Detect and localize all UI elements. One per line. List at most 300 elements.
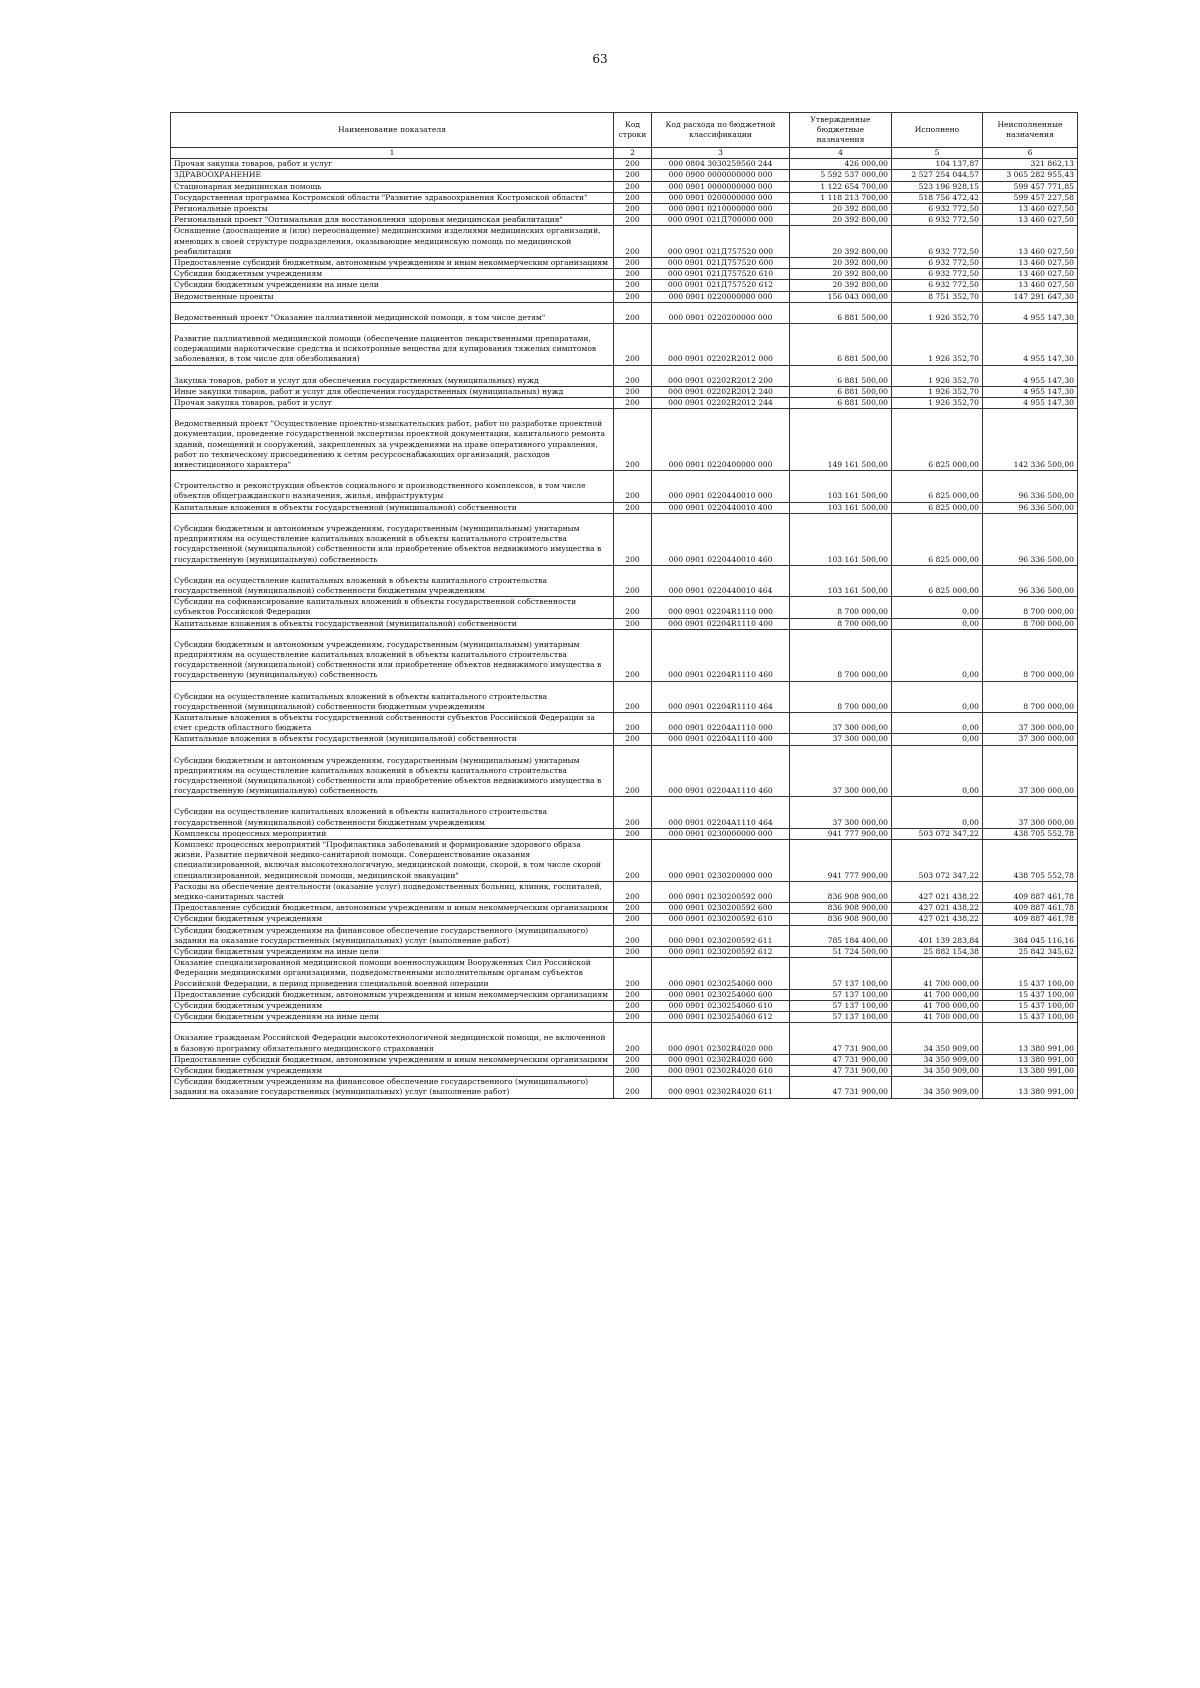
table-row — [171, 181, 1078, 192]
row-approved: 149 161 500,00 — [790, 409, 892, 471]
row-name: Капитальные вложения в объекты государственной (муниципальной) собственности — [171, 618, 614, 629]
row-executed: 6 825 000,00 — [892, 565, 983, 596]
row-name: Комплекс процессных мероприятий "Профилактика заболеваний и формирование здорового образа жизни. Развитие первичной медико-санитарной помощи. Совершенствование оказания специализированной, включая высокотехнологичную, медицинской помощи, скорой, в том числе скорой специализированной, медицинской помощи, медицинской эвакуации" — [171, 839, 614, 881]
row-executed: 0,00 — [892, 712, 983, 733]
row-executed: 503 072 347,22 — [892, 839, 983, 881]
row-code: 200 — [614, 398, 652, 409]
row-expense-code: 000 0901 02204A1110 460 — [652, 745, 790, 797]
row-unexecuted: 4 955 147,30 — [983, 386, 1078, 397]
budget-execution-table — [170, 112, 1078, 1099]
row-code: 200 — [614, 1023, 652, 1054]
row-expense-code: 000 0901 02302R4020 600 — [652, 1054, 790, 1065]
table-row — [171, 170, 1078, 181]
row-expense-code: 000 0901 021Д700000 000 — [652, 215, 790, 226]
row-code: 200 — [614, 881, 652, 902]
row-approved: 103 161 500,00 — [790, 513, 892, 565]
row-expense-code: 000 0901 0220000000 000 — [652, 291, 790, 302]
row-name: Иные закупки товаров, работ и услуг для обеспечения государственных (муниципальных) нужд — [171, 386, 614, 397]
row-unexecuted: 37 300 000,00 — [983, 734, 1078, 745]
table-row — [171, 513, 1078, 565]
row-expense-code: 000 0901 0230200592 000 — [652, 881, 790, 902]
row-executed: 41 700 000,00 — [892, 989, 983, 1000]
row-executed: 8 751 352,70 — [892, 291, 983, 302]
header-expense-code: Код расхода по бюджетной классификации — [652, 113, 790, 148]
row-expense-code: 000 0901 0230254060 612 — [652, 1012, 790, 1023]
table-row — [171, 629, 1078, 681]
table-row — [171, 1054, 1078, 1065]
row-expense-code: 000 0900 0000000000 000 — [652, 170, 790, 181]
table-row — [171, 258, 1078, 269]
row-executed: 0,00 — [892, 734, 983, 745]
row-expense-code: 000 0901 0230254060 000 — [652, 958, 790, 990]
row-executed: 1 926 352,70 — [892, 302, 983, 323]
row-approved: 47 731 900,00 — [790, 1066, 892, 1077]
row-approved: 5 592 537 000,00 — [790, 170, 892, 181]
row-approved: 8 700 000,00 — [790, 629, 892, 681]
table-row — [171, 159, 1078, 170]
row-unexecuted: 4 955 147,30 — [983, 324, 1078, 366]
row-approved: 103 161 500,00 — [790, 471, 892, 502]
row-code: 200 — [614, 947, 652, 958]
row-name: Субсидии бюджетным учреждениям — [171, 1066, 614, 1077]
row-executed: 523 196 928,15 — [892, 181, 983, 192]
row-approved: 6 881 500,00 — [790, 398, 892, 409]
row-executed: 41 700 000,00 — [892, 958, 983, 990]
row-code: 200 — [614, 618, 652, 629]
row-approved: 6 881 500,00 — [790, 324, 892, 366]
row-unexecuted: 4 955 147,30 — [983, 398, 1078, 409]
row-code: 200 — [614, 797, 652, 828]
row-unexecuted: 599 457 227,58 — [983, 192, 1078, 203]
table-row — [171, 925, 1078, 946]
column-number: 6 — [983, 148, 1078, 159]
row-executed: 0,00 — [892, 618, 983, 629]
row-unexecuted: 13 380 991,00 — [983, 1054, 1078, 1065]
row-approved: 156 043 000,00 — [790, 291, 892, 302]
table-row — [171, 989, 1078, 1000]
row-executed: 0,00 — [892, 681, 983, 712]
row-approved: 37 300 000,00 — [790, 797, 892, 828]
row-name: Стационарная медицинская помощь — [171, 181, 614, 192]
row-approved: 20 392 800,00 — [790, 269, 892, 280]
row-executed: 6 932 772,50 — [892, 226, 983, 258]
row-approved: 20 392 800,00 — [790, 280, 892, 291]
row-unexecuted: 13 460 027,50 — [983, 280, 1078, 291]
row-executed: 6 932 772,50 — [892, 215, 983, 226]
table-row — [171, 226, 1078, 258]
row-executed: 401 139 283,84 — [892, 925, 983, 946]
row-code: 200 — [614, 204, 652, 215]
row-expense-code: 000 0901 02202R2012 240 — [652, 386, 790, 397]
row-unexecuted: 3 065 282 955,43 — [983, 170, 1078, 181]
row-code: 200 — [614, 291, 652, 302]
row-approved: 57 137 100,00 — [790, 1001, 892, 1012]
row-expense-code: 000 0901 0230200592 610 — [652, 914, 790, 925]
row-unexecuted: 13 460 027,50 — [983, 204, 1078, 215]
row-unexecuted: 409 887 461,78 — [983, 903, 1078, 914]
row-name: Субсидии бюджетным учреждениям — [171, 269, 614, 280]
header-unexecuted: Неисполненные назначения — [983, 113, 1078, 148]
row-unexecuted: 13 460 027,50 — [983, 269, 1078, 280]
table-row — [171, 597, 1078, 618]
row-approved: 1 122 654 700,00 — [790, 181, 892, 192]
table-row — [171, 398, 1078, 409]
row-approved: 836 908 900,00 — [790, 903, 892, 914]
table-row — [171, 269, 1078, 280]
row-name: Оказание специализированной медицинской помощи военнослужащим Вооруженных Сил Российской Федерации медицинскими организациями, подведомственными исполнительным органам субъектов Российской Федерации, в период проведения специальной военной операции — [171, 958, 614, 990]
row-code: 200 — [614, 215, 652, 226]
row-unexecuted: 8 700 000,00 — [983, 618, 1078, 629]
row-executed: 104 137,87 — [892, 159, 983, 170]
row-executed: 1 926 352,70 — [892, 365, 983, 386]
row-expense-code: 000 0901 02302R4020 610 — [652, 1066, 790, 1077]
row-expense-code: 000 0901 0000000000 000 — [652, 181, 790, 192]
row-code: 200 — [614, 258, 652, 269]
row-approved: 836 908 900,00 — [790, 914, 892, 925]
row-expense-code: 000 0804 3030259560 244 — [652, 159, 790, 170]
row-code: 200 — [614, 269, 652, 280]
row-approved: 47 731 900,00 — [790, 1077, 892, 1098]
row-code: 200 — [614, 502, 652, 513]
row-unexecuted: 142 336 500,00 — [983, 409, 1078, 471]
row-expense-code: 000 0901 0200000000 000 — [652, 192, 790, 203]
table-row — [171, 958, 1078, 990]
row-executed: 34 350 909,00 — [892, 1066, 983, 1077]
row-code: 200 — [614, 226, 652, 258]
table-row — [171, 324, 1078, 366]
row-expense-code: 000 0901 02204A1110 464 — [652, 797, 790, 828]
row-unexecuted: 438 705 552,78 — [983, 839, 1078, 881]
row-name: Комплексы процессных мероприятий — [171, 828, 614, 839]
header-executed: Исполнено — [892, 113, 983, 148]
row-unexecuted: 8 700 000,00 — [983, 681, 1078, 712]
row-unexecuted: 37 300 000,00 — [983, 712, 1078, 733]
row-unexecuted: 15 437 100,00 — [983, 989, 1078, 1000]
row-name: Предоставление субсидий бюджетным, автономным учреждениям и иным некоммерческим организациям — [171, 258, 614, 269]
row-name: Субсидии на осуществление капитальных вложений в объекты капитального строительства государственной (муниципальной) собственности бюджетным учреждениям — [171, 681, 614, 712]
row-approved: 8 700 000,00 — [790, 681, 892, 712]
table-row — [171, 903, 1078, 914]
row-unexecuted: 599 457 771,85 — [983, 181, 1078, 192]
row-expense-code: 000 0901 02302R4020 611 — [652, 1077, 790, 1098]
row-expense-code: 000 0901 02204A1110 400 — [652, 734, 790, 745]
row-expense-code: 000 0901 0220400000 000 — [652, 409, 790, 471]
row-unexecuted: 25 842 345,62 — [983, 947, 1078, 958]
row-code: 200 — [614, 181, 652, 192]
table-row — [171, 734, 1078, 745]
row-approved: 941 777 900,00 — [790, 839, 892, 881]
table-row — [171, 302, 1078, 323]
column-number-row — [171, 148, 1078, 159]
row-code: 200 — [614, 192, 652, 203]
row-name: Капитальные вложения в объекты государственной (муниципальной) собственности — [171, 502, 614, 513]
table-row — [171, 797, 1078, 828]
row-name: Региональный проект "Оптимальная для восстановления здоровья медицинская реабилитация" — [171, 215, 614, 226]
row-unexecuted: 4 955 147,30 — [983, 365, 1078, 386]
row-code: 200 — [614, 1001, 652, 1012]
row-unexecuted: 37 300 000,00 — [983, 745, 1078, 797]
column-number: 5 — [892, 148, 983, 159]
row-name: Субсидии бюджетным учреждениям на финансовое обеспечение государственного (муниципального) задания на оказание государственных (муниципальных) услуг (выполнение работ) — [171, 1077, 614, 1098]
row-approved: 941 777 900,00 — [790, 828, 892, 839]
table-row — [171, 204, 1078, 215]
row-code: 200 — [614, 159, 652, 170]
row-approved: 6 881 500,00 — [790, 302, 892, 323]
row-name: Субсидии бюджетным учреждениям на иные цели — [171, 1012, 614, 1023]
row-code: 200 — [614, 565, 652, 596]
row-name: Ведомственный проект "Оказание паллиативной медицинской помощи, в том числе детям" — [171, 302, 614, 323]
column-number: 4 — [790, 148, 892, 159]
row-approved: 47 731 900,00 — [790, 1023, 892, 1054]
row-unexecuted: 4 955 147,30 — [983, 302, 1078, 323]
table-row — [171, 215, 1078, 226]
row-approved: 47 731 900,00 — [790, 1054, 892, 1065]
row-expense-code: 000 0901 0230200592 611 — [652, 925, 790, 946]
row-name: Государственная программа Костромской области "Развитие здравоохранения Костромской области" — [171, 192, 614, 203]
row-expense-code: 000 0901 02204R1110 460 — [652, 629, 790, 681]
row-name: Субсидии бюджетным учреждениям на финансовое обеспечение государственного (муниципального) задания на оказание государственных (муниципальных) услуг (выполнение работ) — [171, 925, 614, 946]
row-expense-code: 000 0901 0230200000 000 — [652, 839, 790, 881]
page-number: 63 — [592, 52, 608, 66]
table-row — [171, 1023, 1078, 1054]
table-row — [171, 1012, 1078, 1023]
row-unexecuted: 13 380 991,00 — [983, 1077, 1078, 1098]
row-name: Ведомственный проект "Осуществление проектно-изыскательских работ, работ по разработке проектной документации, проведение государственной экспертизы проектной документации, капитального ремонта зданий, помещений и сооружений, закрепленных за учреждениями на праве оперативного управления, работ по техническому присоединению к сетям ресурсоснабжающих организаций, расходов инвестиционного характера" — [171, 409, 614, 471]
row-name: Оснащение (дооснащение и (или) переоснащение) медицинскими изделиями медицинских организаций, имеющих в своей структуре подразделения, оказывающие медицинскую помощь по медицинской реабилитации — [171, 226, 614, 258]
row-code: 200 — [614, 989, 652, 1000]
row-expense-code: 000 0901 02202R2012 244 — [652, 398, 790, 409]
row-unexecuted: 96 336 500,00 — [983, 471, 1078, 502]
table-row — [171, 681, 1078, 712]
row-expense-code: 000 0901 0220440010 464 — [652, 565, 790, 596]
row-executed: 427 021 438,22 — [892, 914, 983, 925]
row-code: 200 — [614, 597, 652, 618]
row-name: Закупка товаров, работ и услуг для обеспечения государственных (муниципальных) нужд — [171, 365, 614, 386]
row-executed: 1 926 352,70 — [892, 398, 983, 409]
row-name: Субсидии на софинансирование капитальных вложений в объекты государственной собственности субъектов Российской Федерации — [171, 597, 614, 618]
row-approved: 785 184 400,00 — [790, 925, 892, 946]
row-expense-code: 000 0901 0230200592 612 — [652, 947, 790, 958]
header-indicator-name: Наименование показателя — [171, 113, 614, 148]
row-unexecuted: 384 045 116,16 — [983, 925, 1078, 946]
row-executed: 6 825 000,00 — [892, 513, 983, 565]
row-unexecuted: 13 460 027,50 — [983, 258, 1078, 269]
row-expense-code: 000 0901 0220440010 460 — [652, 513, 790, 565]
row-executed: 34 350 909,00 — [892, 1077, 983, 1098]
row-expense-code: 000 0901 021Д757520 600 — [652, 258, 790, 269]
row-name: Субсидии бюджетным учреждениям — [171, 1001, 614, 1012]
row-executed: 6 932 772,50 — [892, 280, 983, 291]
row-code: 200 — [614, 1054, 652, 1065]
row-executed: 0,00 — [892, 797, 983, 828]
row-name: Предоставление субсидий бюджетным, автономным учреждениям и иным некоммерческим организациям — [171, 989, 614, 1000]
row-executed: 34 350 909,00 — [892, 1023, 983, 1054]
row-approved: 103 161 500,00 — [790, 565, 892, 596]
row-code: 200 — [614, 839, 652, 881]
row-approved: 20 392 800,00 — [790, 204, 892, 215]
row-code: 200 — [614, 365, 652, 386]
row-name: Субсидии на осуществление капитальных вложений в объекты капитального строительства государственной (муниципальной) собственности бюджетным учреждениям — [171, 797, 614, 828]
row-executed: 0,00 — [892, 597, 983, 618]
row-code: 200 — [614, 629, 652, 681]
row-name: Строительство и реконструкция объектов социального и производственного комплексов, в том числе объектов общегражданского назначения, жилья, инфраструктуры — [171, 471, 614, 502]
row-code: 200 — [614, 386, 652, 397]
row-approved: 51 724 500,00 — [790, 947, 892, 958]
table-row — [171, 386, 1078, 397]
row-executed: 1 926 352,70 — [892, 386, 983, 397]
row-code: 200 — [614, 1012, 652, 1023]
row-executed: 427 021 438,22 — [892, 881, 983, 902]
row-approved: 426 000,00 — [790, 159, 892, 170]
row-unexecuted: 409 887 461,78 — [983, 914, 1078, 925]
row-name: Оказание гражданам Российской Федерации высокотехнологичной медицинской помощи, не включенной в базовую программу обязательного медицинского страхования — [171, 1023, 614, 1054]
row-name: Субсидии бюджетным учреждениям — [171, 914, 614, 925]
row-approved: 836 908 900,00 — [790, 881, 892, 902]
row-approved: 57 137 100,00 — [790, 989, 892, 1000]
table-row — [171, 365, 1078, 386]
column-number: 3 — [652, 148, 790, 159]
row-expense-code: 000 0901 021Д757520 000 — [652, 226, 790, 258]
row-name: Субсидии на осуществление капитальных вложений в объекты капитального строительства государственной (муниципальной) собственности бюджетным учреждениям — [171, 565, 614, 596]
row-executed: 25 882 154,38 — [892, 947, 983, 958]
row-name: Ведомственные проекты — [171, 291, 614, 302]
row-name: Субсидии бюджетным и автономным учреждениям, государственным (муниципальным) унитарным предприятиям на осуществление капитальных вложений в объекты капитального строительства государственной (муниципальной) собственности или приобретение объектов недвижимого имущества в государственную (муниципальную) собственность — [171, 513, 614, 565]
row-expense-code: 000 0901 0230200592 600 — [652, 903, 790, 914]
row-executed: 0,00 — [892, 629, 983, 681]
row-unexecuted: 15 437 100,00 — [983, 1012, 1078, 1023]
table-row — [171, 618, 1078, 629]
row-code: 200 — [614, 914, 652, 925]
row-code: 200 — [614, 958, 652, 990]
table-row — [171, 471, 1078, 502]
table-row — [171, 192, 1078, 203]
row-executed: 6 825 000,00 — [892, 471, 983, 502]
row-code: 200 — [614, 471, 652, 502]
row-expense-code: 000 0901 0220440010 000 — [652, 471, 790, 502]
table-row — [171, 291, 1078, 302]
row-code: 200 — [614, 712, 652, 733]
table-row — [171, 1077, 1078, 1098]
row-unexecuted: 13 460 027,50 — [983, 226, 1078, 258]
row-unexecuted: 8 700 000,00 — [983, 597, 1078, 618]
row-expense-code: 000 0901 0230254060 600 — [652, 989, 790, 1000]
row-executed: 34 350 909,00 — [892, 1054, 983, 1065]
table-row — [171, 881, 1078, 902]
row-expense-code: 000 0901 0230254060 610 — [652, 1001, 790, 1012]
row-executed: 41 700 000,00 — [892, 1012, 983, 1023]
row-approved: 57 137 100,00 — [790, 958, 892, 990]
row-unexecuted: 438 705 552,78 — [983, 828, 1078, 839]
row-approved: 20 392 800,00 — [790, 258, 892, 269]
row-approved: 57 137 100,00 — [790, 1012, 892, 1023]
row-name: Прочая закупка товаров, работ и услуг — [171, 159, 614, 170]
row-approved: 37 300 000,00 — [790, 712, 892, 733]
row-name: Предоставление субсидий бюджетным, автономным учреждениям и иным некоммерческим организациям — [171, 1054, 614, 1065]
row-approved: 20 392 800,00 — [790, 226, 892, 258]
table-row — [171, 1066, 1078, 1077]
row-code: 200 — [614, 925, 652, 946]
row-unexecuted: 15 437 100,00 — [983, 1001, 1078, 1012]
row-approved: 103 161 500,00 — [790, 502, 892, 513]
row-code: 200 — [614, 745, 652, 797]
row-approved: 8 700 000,00 — [790, 597, 892, 618]
row-code: 200 — [614, 409, 652, 471]
column-number: 1 — [171, 148, 614, 159]
row-expense-code: 000 0901 02202R2012 000 — [652, 324, 790, 366]
table-row — [171, 745, 1078, 797]
row-approved: 37 300 000,00 — [790, 745, 892, 797]
table-row — [171, 409, 1078, 471]
row-name: Субсидии бюджетным учреждениям на иные цели — [171, 947, 614, 958]
table-header-row — [171, 113, 1078, 148]
column-number: 2 — [614, 148, 652, 159]
row-unexecuted: 8 700 000,00 — [983, 629, 1078, 681]
row-unexecuted: 147 291 647,30 — [983, 291, 1078, 302]
table-body — [171, 159, 1078, 1098]
row-name: Прочая закупка товаров, работ и услуг — [171, 398, 614, 409]
table-row — [171, 947, 1078, 958]
row-approved: 1 118 213 700,00 — [790, 192, 892, 203]
row-expense-code: 000 0901 021Д757520 612 — [652, 280, 790, 291]
row-unexecuted: 15 437 100,00 — [983, 958, 1078, 990]
row-approved: 37 300 000,00 — [790, 734, 892, 745]
row-expense-code: 000 0901 02302R4020 000 — [652, 1023, 790, 1054]
row-code: 200 — [614, 734, 652, 745]
row-expense-code: 000 0901 02204R1110 000 — [652, 597, 790, 618]
row-code: 200 — [614, 170, 652, 181]
table-row — [171, 502, 1078, 513]
row-executed: 6 932 772,50 — [892, 258, 983, 269]
row-executed: 6 825 000,00 — [892, 409, 983, 471]
row-unexecuted: 321 862,13 — [983, 159, 1078, 170]
row-name: Развитие паллиативной медицинской помощи (обеспечение пациентов лекарственными препаратами, содержащими наркотические средства и психотропные вещества для купирования тяжелых симптомов заболевания, в том числе для обезболивания) — [171, 324, 614, 366]
row-code: 200 — [614, 1066, 652, 1077]
row-name: Капитальные вложения в объекты государственной собственности субъектов Российской Федерации за счет средств областного бюджета — [171, 712, 614, 733]
row-name: Субсидии бюджетным учреждениям на иные цели — [171, 280, 614, 291]
row-expense-code: 000 0901 02204R1110 400 — [652, 618, 790, 629]
row-name: Предоставление субсидий бюджетным, автономным учреждениям и иным некоммерческим организациям — [171, 903, 614, 914]
row-approved: 8 700 000,00 — [790, 618, 892, 629]
row-unexecuted: 96 336 500,00 — [983, 513, 1078, 565]
row-unexecuted: 13 380 991,00 — [983, 1066, 1078, 1077]
row-executed: 6 932 772,50 — [892, 204, 983, 215]
row-unexecuted: 37 300 000,00 — [983, 797, 1078, 828]
row-name: Расходы на обеспечение деятельности (оказание услуг) подведомственных больниц, клиник, госпиталей, медико-санитарных частей — [171, 881, 614, 902]
row-code: 200 — [614, 324, 652, 366]
row-executed: 427 021 438,22 — [892, 903, 983, 914]
row-unexecuted: 96 336 500,00 — [983, 502, 1078, 513]
row-approved: 6 881 500,00 — [790, 365, 892, 386]
table-row — [171, 1001, 1078, 1012]
row-expense-code: 000 0901 021Д757520 610 — [652, 269, 790, 280]
row-name: Региональные проекты — [171, 204, 614, 215]
row-expense-code: 000 0901 02202R2012 200 — [652, 365, 790, 386]
row-code: 200 — [614, 903, 652, 914]
row-executed: 2 527 254 044,57 — [892, 170, 983, 181]
row-name: Субсидии бюджетным и автономным учреждениям, государственным (муниципальным) унитарным предприятиям на осуществление капитальных вложений в объекты капитального строительства государственной (муниципальной) собственности или приобретение объектов недвижимого имущества в государственную (муниципальную) собственность — [171, 745, 614, 797]
row-expense-code: 000 0901 02204R1110 464 — [652, 681, 790, 712]
row-code: 200 — [614, 280, 652, 291]
row-unexecuted: 409 887 461,78 — [983, 881, 1078, 902]
row-code: 200 — [614, 828, 652, 839]
table-row — [171, 914, 1078, 925]
row-name: Субсидии бюджетным и автономным учреждениям, государственным (муниципальным) унитарным предприятиям на осуществление капитальных вложений в объекты капитального строительства государственной (муниципальной) собственности или приобретение объектов недвижимого имущества в государственную (муниципальную) собственность — [171, 629, 614, 681]
row-code: 200 — [614, 302, 652, 323]
row-unexecuted: 96 336 500,00 — [983, 565, 1078, 596]
table-row — [171, 712, 1078, 733]
row-unexecuted: 13 460 027,50 — [983, 215, 1078, 226]
row-expense-code: 000 0901 0220440010 400 — [652, 502, 790, 513]
